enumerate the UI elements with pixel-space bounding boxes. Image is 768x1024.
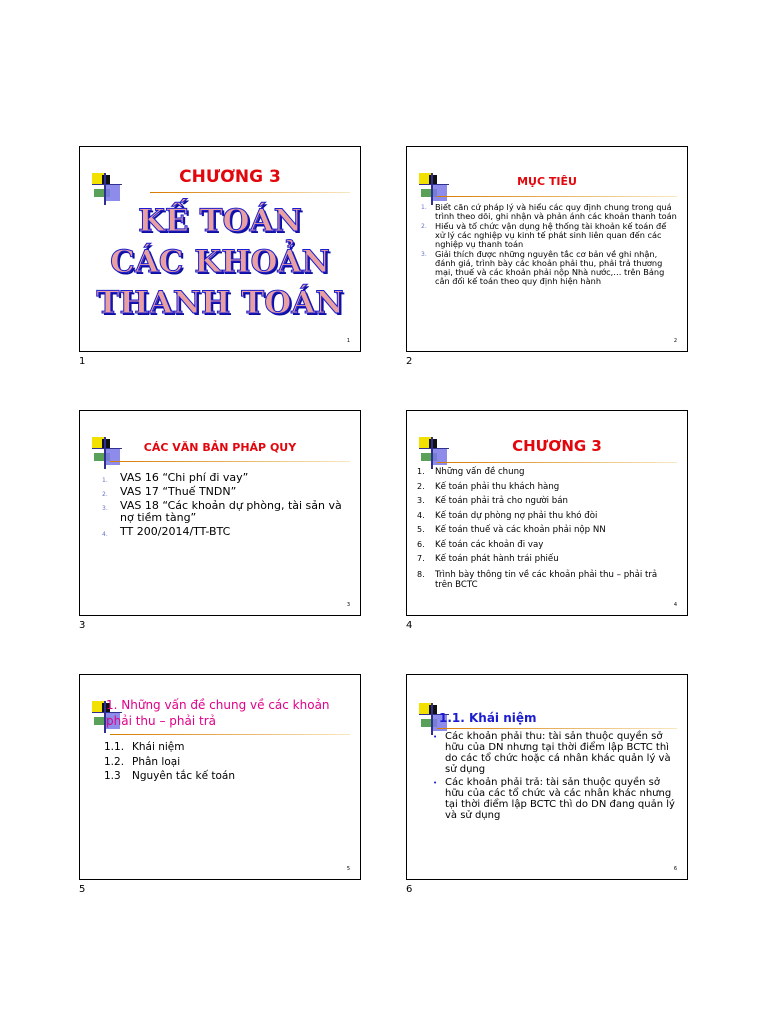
list-item: 5. Kế toán thuế và các khoản phải nộp NN xyxy=(417,525,606,535)
slide-title: CHƯƠNG 3 xyxy=(512,437,602,455)
objectives-list xyxy=(421,203,677,286)
title-rule xyxy=(110,461,350,462)
list-item: 6. Kế toán các khoản đi vay xyxy=(417,539,544,550)
slide-4 xyxy=(406,410,688,616)
regulations-list xyxy=(102,472,342,538)
slide-label-1: 1 xyxy=(79,356,86,367)
title-rule xyxy=(150,192,350,193)
list-item: 4. Kế toán dự phòng nợ phải thu khó đòi xyxy=(417,510,598,521)
slide-title: 1.1. Khái niệm xyxy=(439,711,537,725)
slide-number: 6 xyxy=(673,866,677,872)
list-item: 1.1. Khái niệm xyxy=(104,741,185,753)
slide-label-4: 4 xyxy=(406,620,413,631)
list-item: 3. Kế toán phải trả cho người bán xyxy=(417,496,568,506)
slide-decoration xyxy=(92,173,122,205)
slide-decoration xyxy=(419,173,449,205)
slide-3 xyxy=(79,410,361,616)
slide-6 xyxy=(406,674,688,880)
list-item: 8. Trình bày thông tin về các khoản phải thu – phải trả trên BCTC xyxy=(417,569,658,590)
list-item: • Các khoản phải thu: tài sản thuộc quyền sở hữu của DN nhưng tại thời điểm lập BCTC thì do các tổ chức hoặc cá nhân khác quản lý và sử dụng xyxy=(433,731,671,775)
list-item: 2. Kế toán phải thu khách hàng xyxy=(417,481,560,492)
list-item: 7. Kế toán phát hành trái phiếu xyxy=(417,554,559,564)
slide-5 xyxy=(79,674,361,880)
slide-label-6: 6 xyxy=(406,884,413,895)
slide-label-2: 2 xyxy=(406,356,413,367)
slide-label-3: 3 xyxy=(79,620,86,631)
slide-title: 1. Những vấn đề chung về các khoản phải thu – phải trả xyxy=(106,698,330,728)
title-rule xyxy=(110,734,350,735)
slide-number: 4 xyxy=(673,602,677,608)
title-rule xyxy=(437,462,677,463)
slide-decoration xyxy=(92,437,122,469)
list-item: 4. TT 200/2014/TT-BTC xyxy=(102,525,231,538)
big-title-line-2: CÁC KHOẢN xyxy=(110,244,330,280)
list-item: 1.3 Nguyên tắc kế toán xyxy=(104,770,236,782)
big-title-line-1: KẾ TOÁN xyxy=(138,203,302,239)
chapter-contents-list xyxy=(417,465,673,590)
list-item: 2. Hiểu và tổ chức vận dụng hệ thống tài khoản kế toán để xử lý các nghiệp vụ kinh tế phát sinh liên quan đến các nghiệp vụ thanh toán xyxy=(421,221,667,249)
slide-number: 5 xyxy=(346,866,350,872)
big-title-line-3: THANH TOÁN xyxy=(96,285,344,321)
definitions-list xyxy=(433,731,677,821)
slide-1 xyxy=(79,146,361,352)
list-item: 1. Những vấn đề chung xyxy=(417,467,525,477)
slide-title: MỤC TIÊU xyxy=(517,175,577,188)
slide-label-5: 5 xyxy=(79,884,86,895)
slide-number: 1 xyxy=(346,338,350,344)
list-item: 1. VAS 16 “Chi phí đi vay” xyxy=(102,471,249,484)
title-rule xyxy=(437,728,677,729)
slide-number: 2 xyxy=(673,338,677,344)
list-item: 3. Giải thích được những nguyên tắc cơ bản về ghi nhận, đánh giá, trình bày các khoản phải thu, phải trả thương mại, thuế và các khoản phải nộp Nhà nước,… trên Bảng cân đối kế toán theo quy định hiện hành xyxy=(421,249,665,286)
list-item: • Các khoản phải trả: tài sản thuộc quyền sở hữu của các tổ chức và các nhân khác nhưng tại thời điểm lập BCTC thì do DN đang quản lý và sử dụng xyxy=(433,777,675,821)
chapter-title: CHƯƠNG 3 xyxy=(179,167,281,187)
list-item: 1. Biết căn cứ pháp lý và hiểu các quy định chung trong quá trình theo dõi, ghi nhận và phản ánh các khoản thanh toán xyxy=(421,202,677,221)
slide-title: CÁC VĂN BẢN PHÁP QUY xyxy=(143,441,297,454)
title-rule xyxy=(437,196,677,197)
list-item: 2. VAS 17 “Thuế TNDN” xyxy=(102,485,237,498)
list-item: 3. VAS 18 “Các khoản dự phòng, tài sản và nợ tiềm tàng” xyxy=(102,499,342,524)
list-item: 1.2. Phân loại xyxy=(104,755,181,768)
slide-number: 3 xyxy=(346,602,350,608)
slide-2 xyxy=(406,146,688,352)
subsections-list xyxy=(104,740,324,784)
